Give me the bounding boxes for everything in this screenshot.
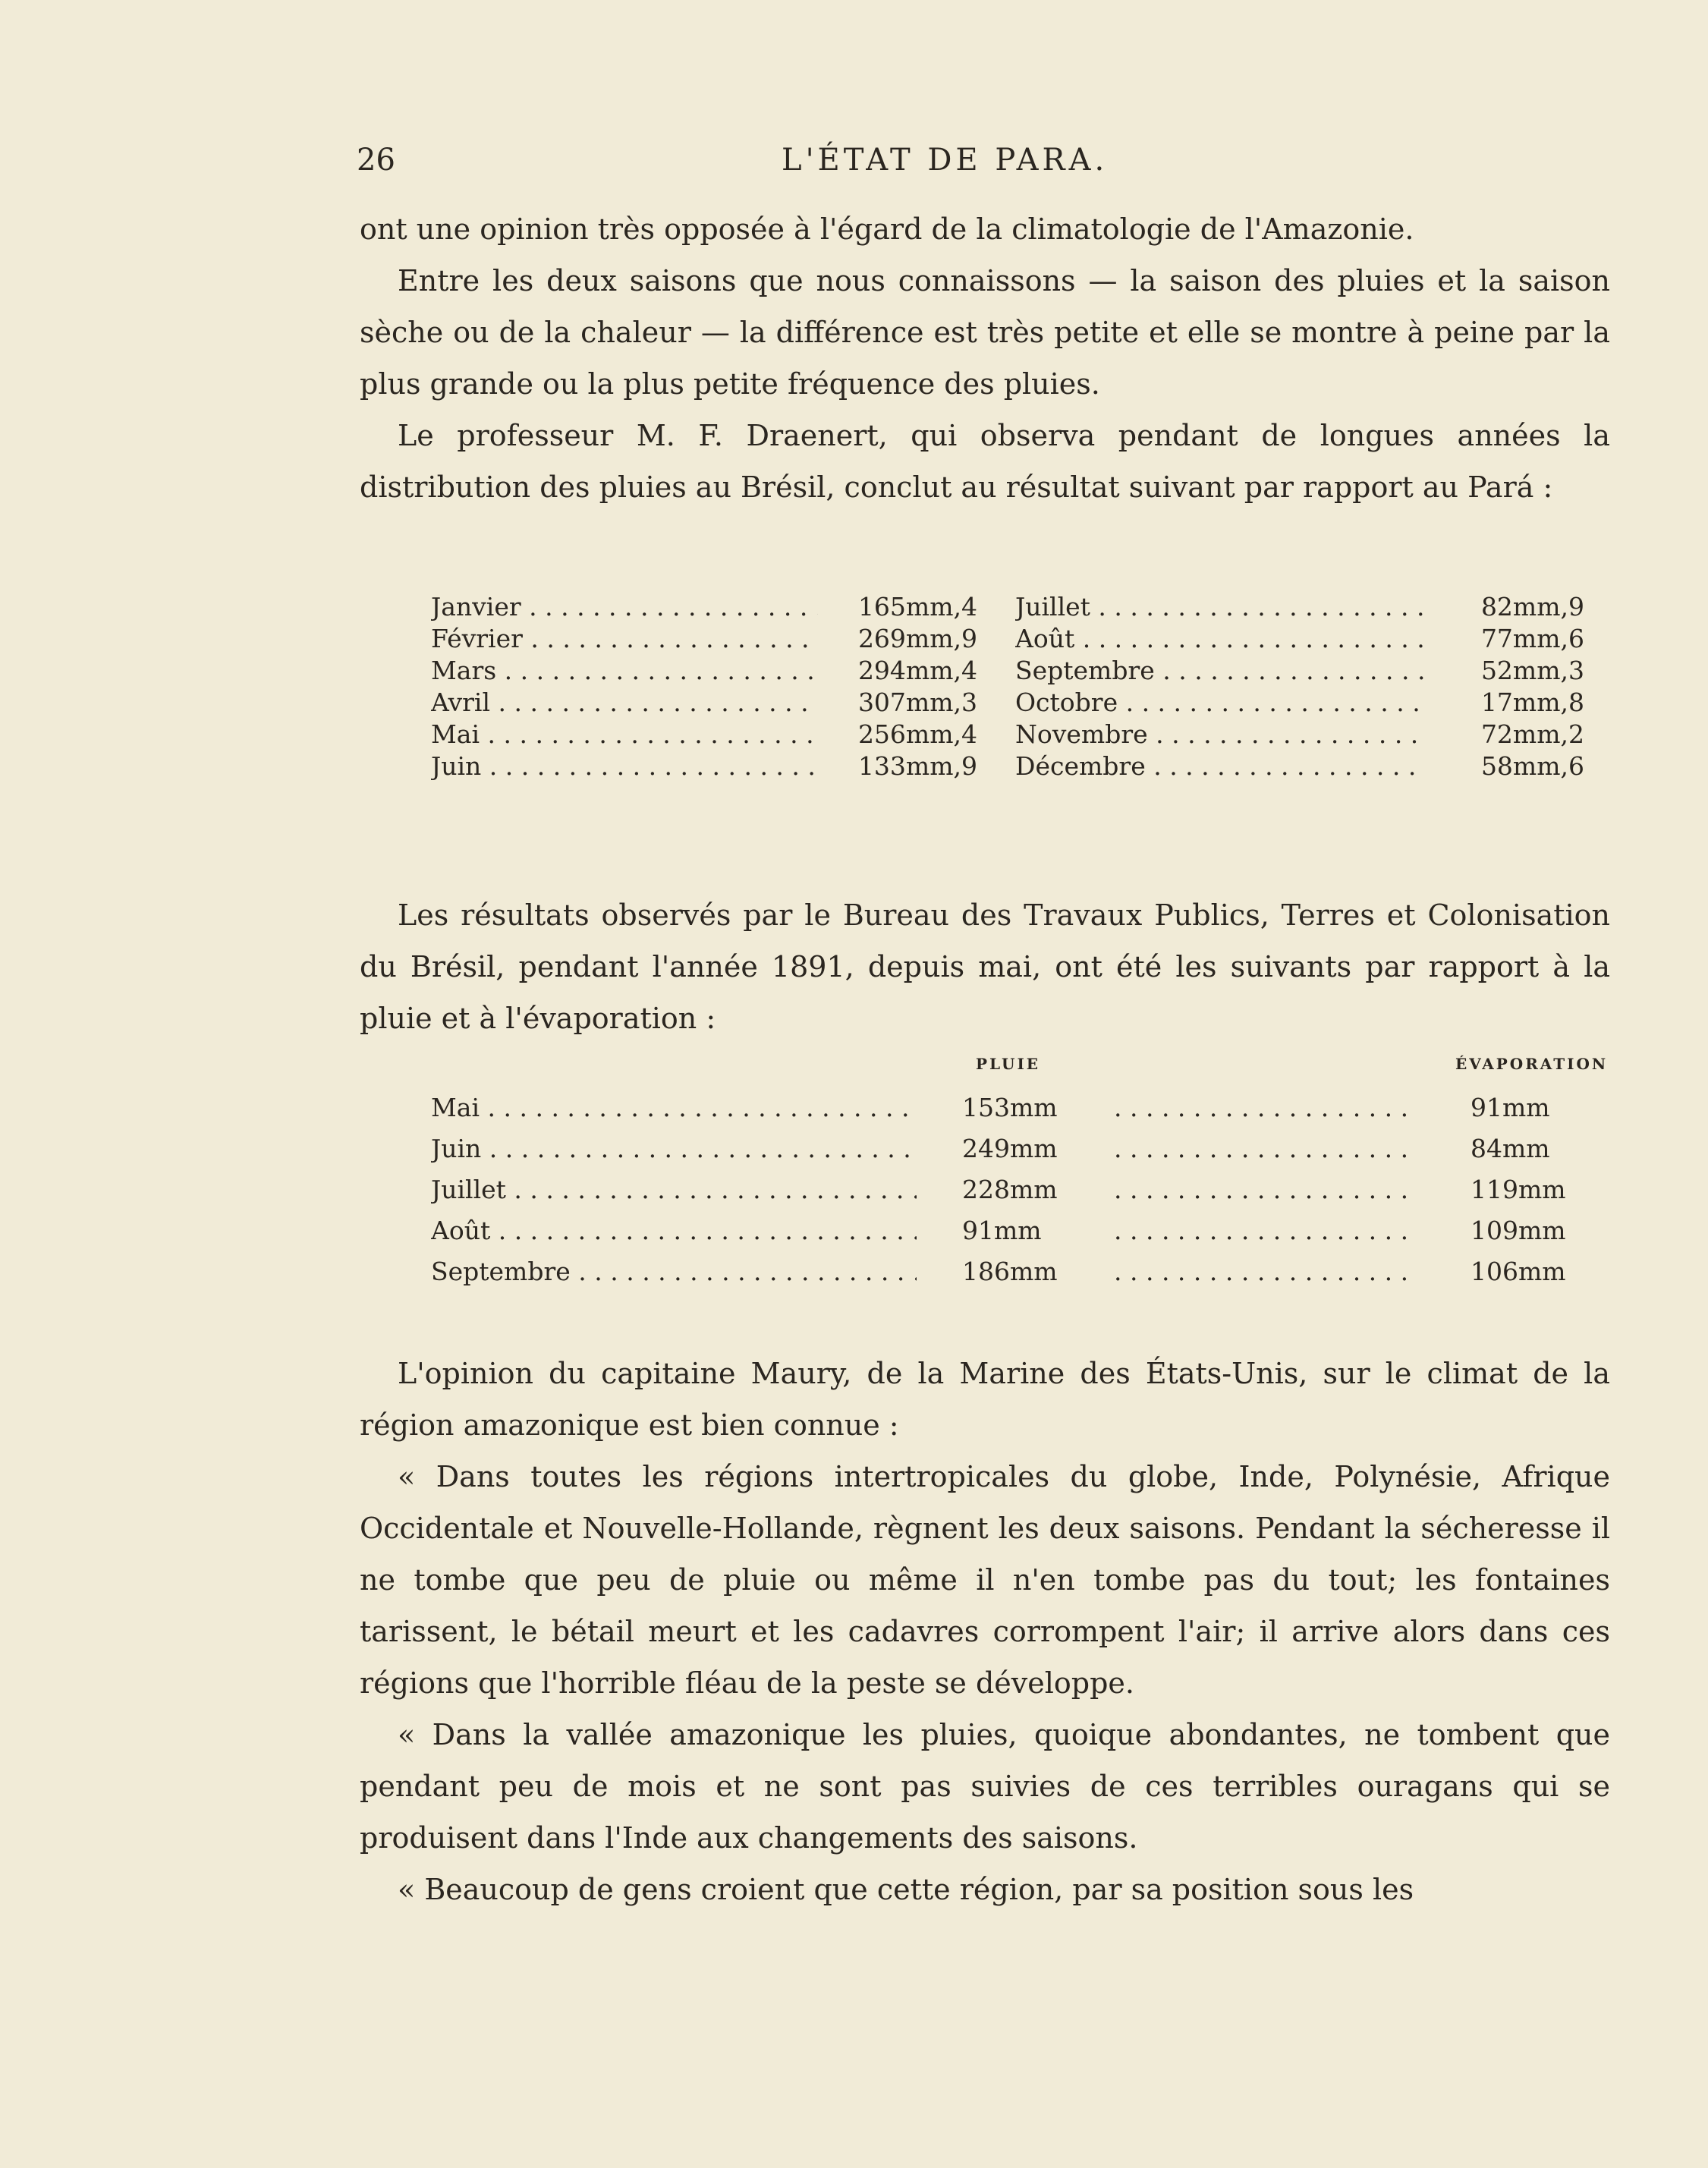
leader-dots	[1114, 1134, 1417, 1163]
month-label: Octobre . . .	[1015, 688, 1425, 717]
rain-value: 269mm,9	[857, 624, 977, 653]
rain-value: 77mm,6	[1480, 624, 1584, 653]
leader-dots	[1114, 1216, 1417, 1245]
table-row	[431, 688, 1584, 719]
pluie-value: 153mm	[962, 1093, 1058, 1122]
rain-value: 165mm,4	[857, 592, 977, 621]
table-row	[431, 1175, 1592, 1208]
table-row	[431, 1134, 1592, 1167]
month-label: Décembre . . .	[1015, 751, 1425, 781]
paragraph-quote-region: « Beaucoup de gens croient que cette région, par sa position sous les	[398, 1873, 1414, 1906]
pluie-value: 186mm	[962, 1257, 1058, 1286]
paragraph-climatology: ont une opinion très opposée à l'égard de la climatologie de l'Amazonie.	[360, 212, 1414, 246]
evaporation-value: 109mm	[1471, 1216, 1566, 1245]
month-label: Juin . . .	[431, 1134, 917, 1163]
column-header-evaporation: ÉVAPORATION	[1455, 1055, 1609, 1073]
month-label: Mars . . .	[431, 656, 818, 685]
month-label: Février . . .	[431, 624, 818, 653]
rain-value: 133mm,9	[857, 751, 977, 781]
column-header-pluie: PLUIE	[976, 1055, 1041, 1073]
leader-dots	[1114, 1257, 1417, 1286]
month-label: Juin . . .	[431, 751, 818, 781]
rain-value: 294mm,4	[857, 656, 977, 685]
page-number: 26	[357, 143, 395, 178]
evaporation-value: 119mm	[1471, 1175, 1566, 1204]
evaporation-value: 84mm	[1471, 1134, 1550, 1163]
running-title: L'ÉTAT DE PARA.	[782, 143, 1109, 178]
table-row	[431, 656, 1584, 688]
month-label: Mai . . .	[431, 719, 818, 749]
month-label: Juillet . . .	[431, 1175, 917, 1204]
table-row	[431, 592, 1584, 624]
month-label: Septembre . . .	[1015, 656, 1425, 685]
table-row	[431, 1216, 1592, 1249]
month-label: Janvier . . .	[431, 592, 818, 621]
paragraph-maury: L'opinion du capitaine Maury, de la Marine des États-Unis, sur le climat de la région amazonique est bien connue :	[360, 1357, 1610, 1442]
month-label: Mai . . .	[431, 1093, 917, 1122]
month-label: Juillet . . .	[1015, 592, 1425, 621]
rain-value: 58mm,6	[1480, 751, 1584, 781]
rain-value: 17mm,8	[1480, 688, 1584, 717]
paragraph-seasons: Entre les deux saisons que nous connaissons — la saison des pluies et la saison sèche ou de la chaleur — la différence est très petite et elle se montre à peine par la plus grande ou la plus petite fréquence des pluies.	[360, 264, 1610, 401]
paragraph-quote-amazon: « Dans la vallée amazonique les pluies, quoique abondantes, ne tombent que pendant peu de mois et ne sont pas suivies de ces terribles ouragans qui se produisent dans l'Inde aux changements des saisons.	[360, 1718, 1610, 1855]
paragraph-bureau: Les résultats observés par le Bureau des Travaux Publics, Terres et Colonisation du Brésil, pendant l'année 1891, depuis mai, ont été les suivants par rapport à la pluie et à l'évaporation :	[360, 898, 1610, 1035]
month-label: Août . . .	[431, 1216, 917, 1245]
rain-value: 72mm,2	[1480, 719, 1584, 749]
rain-value: 307mm,3	[857, 688, 977, 717]
pluie-value: 249mm	[962, 1134, 1058, 1163]
evaporation-value: 91mm	[1471, 1093, 1550, 1122]
rain-table	[431, 592, 1584, 783]
pluie-value: 91mm	[962, 1216, 1042, 1245]
month-label: Août . . .	[1015, 624, 1425, 653]
table-row	[431, 751, 1584, 783]
table-row	[431, 1257, 1592, 1290]
leader-dots	[1114, 1093, 1417, 1122]
leader-dots	[1114, 1175, 1417, 1204]
month-label: Septembre . . .	[431, 1257, 917, 1286]
rain-value: 256mm,4	[857, 719, 977, 749]
rain-value: 52mm,3	[1480, 656, 1584, 685]
month-label: Novembre . . .	[1015, 719, 1425, 749]
paragraph-quote-tropics: « Dans toutes les régions intertropicales du globe, Inde, Polynésie, Afrique Occidentale et Nouvelle-Hollande, règnent les deux saisons. Pendant la sécheresse il ne tombe que peu de pluie ou même il n'en tombe pas du tout; les fontaines tarissent, le bétail meurt et les cadavres corrompent l'air; il arrive alors dans ces régions que l'horrible fléau de la peste se développe.	[360, 1460, 1610, 1700]
evaporation-value: 106mm	[1471, 1257, 1566, 1286]
page-header	[357, 143, 1707, 188]
rain-value: 82mm,9	[1480, 592, 1584, 621]
pluie-value: 228mm	[962, 1175, 1058, 1204]
table-row	[431, 624, 1584, 656]
table-row	[431, 719, 1584, 751]
paragraph-draenert: Le professeur M. F. Draenert, qui observa pendant de longues années la distribution des pluies au Brésil, conclut au résultat suivant par rapport au Pará :	[360, 419, 1610, 504]
table-row	[431, 1093, 1592, 1126]
month-label: Avril . . .	[431, 688, 818, 717]
